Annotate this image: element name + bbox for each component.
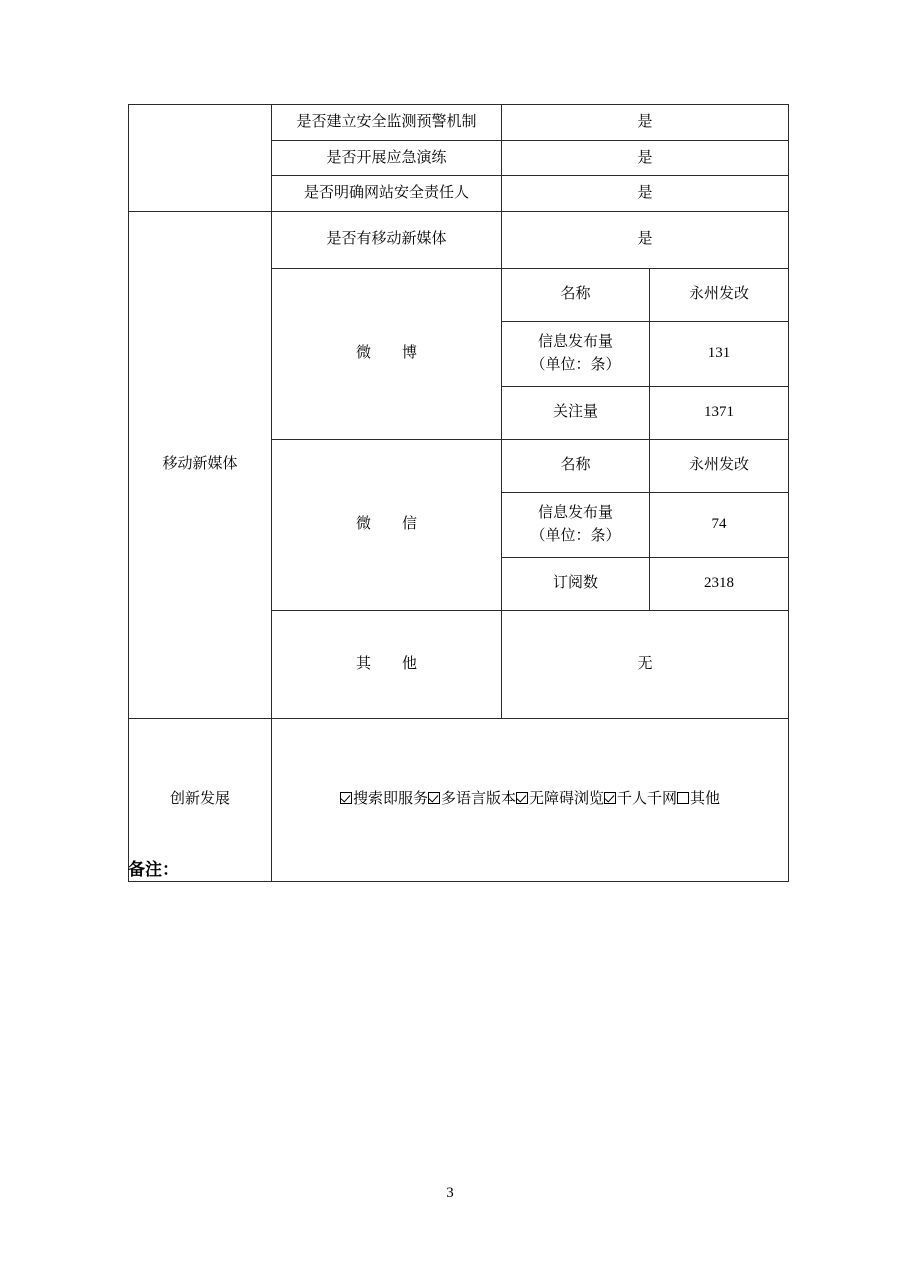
weibo-name-key: 名称 bbox=[502, 268, 650, 321]
has-mobile-media-label: 是否有移动新媒体 bbox=[272, 211, 502, 268]
page-number: 3 bbox=[446, 1185, 454, 1201]
weibo-posts-key-line2: （单位：条） bbox=[530, 356, 621, 373]
weibo-posts-key-line1: 信息发布量 bbox=[537, 334, 613, 350]
table-row bbox=[129, 105, 789, 141]
weibo-posts-value: 131 bbox=[650, 321, 789, 386]
security-row-value-2: 是 bbox=[502, 176, 789, 212]
innovation-checkbox-group bbox=[276, 788, 784, 811]
checkbox-other[interactable] bbox=[677, 792, 689, 804]
remark-label: 备注： bbox=[128, 860, 179, 879]
innovation-option-label-0: 搜索即服务 bbox=[352, 791, 428, 808]
checkbox-search-as-service[interactable] bbox=[340, 792, 352, 804]
security-row-value-0: 是 bbox=[502, 105, 789, 141]
innovation-option-label-1: 多语言版本 bbox=[440, 791, 516, 808]
weixin-label: 微 信 bbox=[272, 439, 502, 610]
weixin-posts-key-line2: （单位：条） bbox=[530, 527, 621, 544]
table-row bbox=[129, 211, 789, 268]
weixin-name-value: 永州发改 bbox=[650, 439, 789, 492]
other-media-value: 无 bbox=[502, 610, 789, 718]
weibo-name-value: 永州发改 bbox=[650, 268, 789, 321]
security-row-value-1: 是 bbox=[502, 140, 789, 176]
innovation-option-label-3: 千人千网 bbox=[617, 791, 678, 808]
checkbox-accessibility[interactable] bbox=[516, 792, 528, 804]
checkbox-multilanguage[interactable] bbox=[428, 792, 440, 804]
checkbox-personalized[interactable] bbox=[604, 792, 616, 804]
security-row-label-0: 是否建立安全监测预警机制 bbox=[272, 105, 502, 141]
security-row-label-2: 是否明确网站安全责任人 bbox=[272, 176, 502, 212]
innovation-options-cell bbox=[272, 718, 789, 881]
weibo-followers-value: 1371 bbox=[650, 386, 789, 439]
innovation-option-label-2: 无障碍浏览 bbox=[529, 791, 605, 808]
table-row bbox=[129, 718, 789, 881]
other-media-label: 其 他 bbox=[272, 610, 502, 718]
weixin-subscribers-key: 订阅数 bbox=[502, 557, 650, 610]
website-report-table bbox=[128, 104, 789, 882]
innovation-section-label: 创新发展 bbox=[129, 718, 272, 881]
security-row-label-1: 是否开展应急演练 bbox=[272, 140, 502, 176]
weixin-posts-key-line1: 信息发布量 bbox=[537, 505, 613, 521]
weixin-posts-value: 74 bbox=[650, 492, 789, 557]
weibo-label: 微 博 bbox=[272, 268, 502, 439]
weixin-subscribers-value: 2318 bbox=[650, 557, 789, 610]
security-section-label-cell bbox=[129, 105, 272, 212]
innovation-option-label-4: 其他 bbox=[690, 791, 721, 808]
weixin-name-key: 名称 bbox=[502, 439, 650, 492]
weibo-posts-key bbox=[502, 321, 650, 386]
has-mobile-media-value: 是 bbox=[502, 211, 789, 268]
weibo-followers-key: 关注量 bbox=[502, 386, 650, 439]
weixin-posts-key bbox=[502, 492, 650, 557]
mobile-media-section-label: 移动新媒体 bbox=[129, 211, 272, 718]
